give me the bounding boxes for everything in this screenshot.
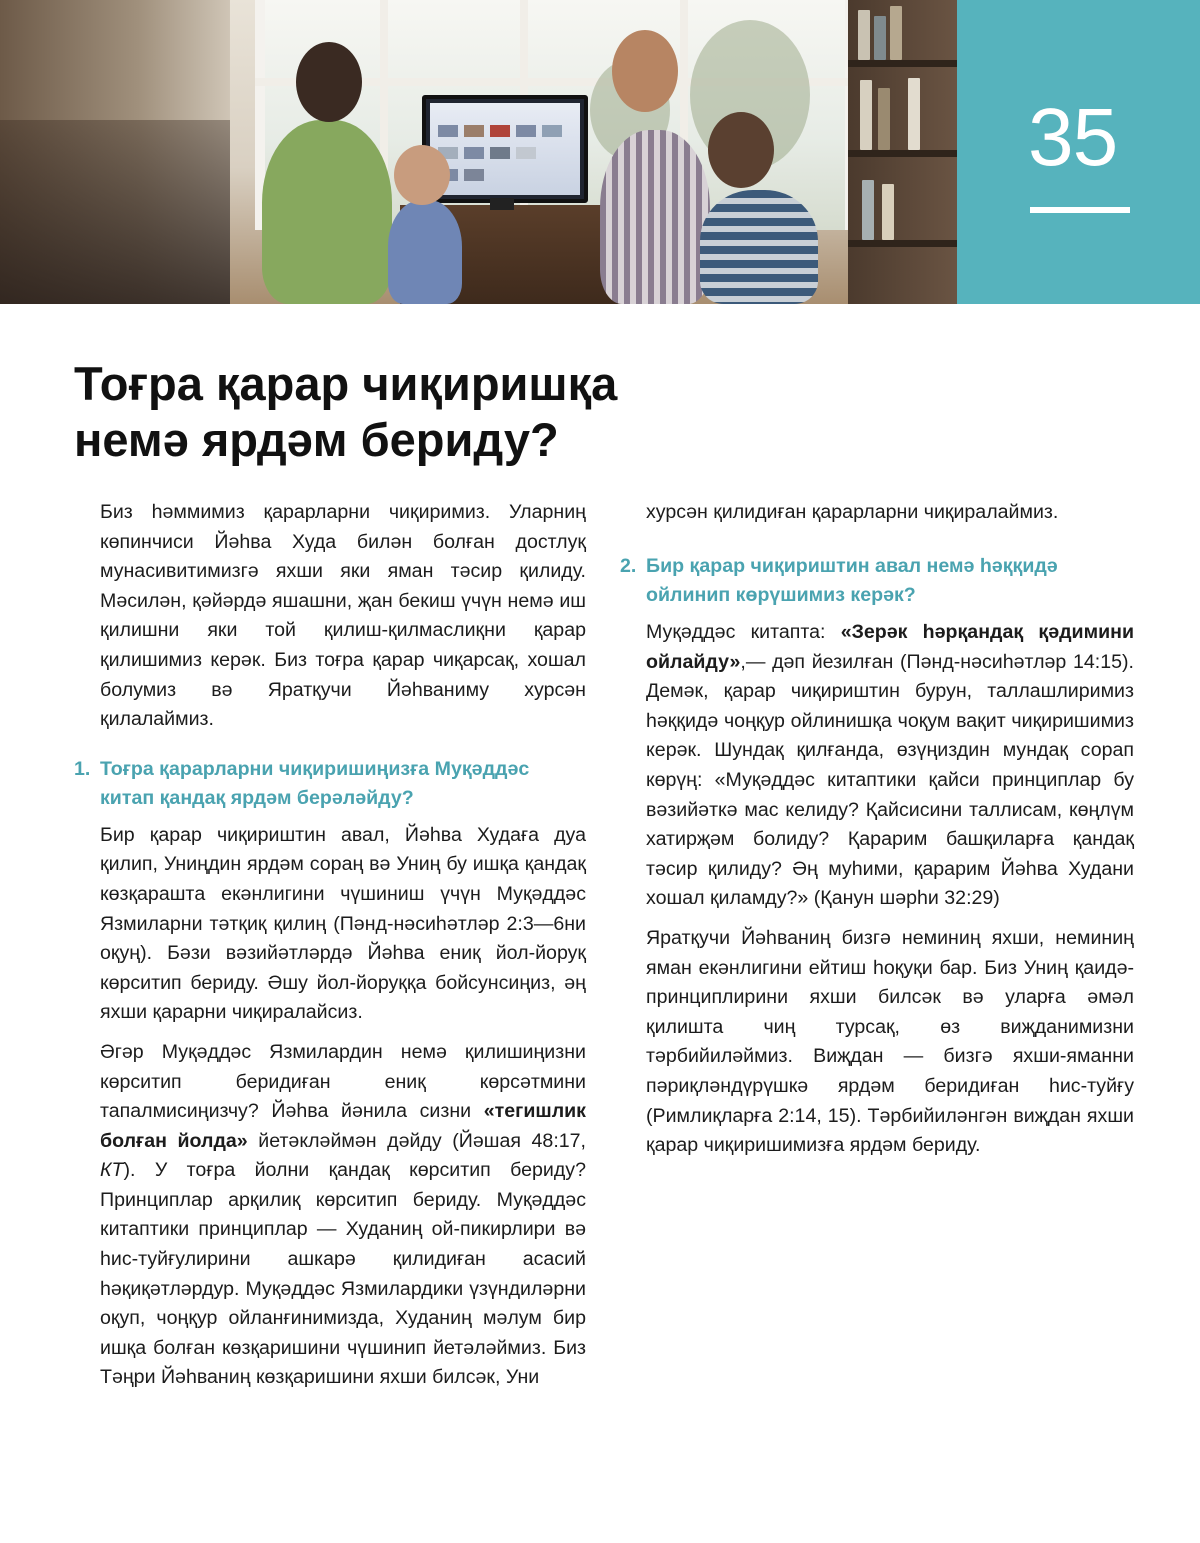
- father-figure: [600, 130, 710, 304]
- boy-figure: [700, 190, 818, 304]
- boy-head: [708, 112, 774, 188]
- scripture-quote: «тегишлик болған йолда»: [100, 1100, 586, 1152]
- text-run: йетәкләймән дәйду (Йәшая 48:17,: [247, 1129, 586, 1152]
- question-1: [74, 755, 586, 813]
- baby-head: [394, 145, 450, 205]
- section-1-paragraph-2-continued: хурсән қилидиған қарарларни чиқиралаймиз.: [646, 501, 1059, 523]
- father-head: [612, 30, 678, 112]
- lesson-number: 35: [1028, 92, 1118, 183]
- translation-abbrev: КТ: [100, 1159, 124, 1182]
- section-1-paragraph-1: Бир қарар чиқириштин авал, Йәһва Худаға дуа қилип, Униңдин ярдәм сораң вә Униң бу ишқа қандақ көзқараштa екәнлигини чүшиниш үчүн Муқәддәс Язмиларни тәтқиқ қилиң (Пәнд-нәсиһәтләр 2:3—6ни оқуң). Бәзи вәзийәтләрдә Йәһва ениқ йол-йоруқ көрситип бериду. Әшу йол-йоруққа бойсунсиңиз, әң яхши қарарни чиқиралайсиз.: [100, 823, 586, 1024]
- blurred-foreground: [0, 120, 230, 304]
- family-at-computer-photo: [0, 0, 957, 304]
- right-column-section-2: [620, 552, 1134, 1171]
- left-column: [74, 498, 586, 1403]
- mother-head: [296, 42, 362, 122]
- text-run: ,— дәп йезилған (Пәнд-нәсиһәтләр 14:15). Демәк, қарар чиқириштин бурун, таллашлиримиз һәққидә чоңқур ойлинишқа чоқум вақит чиқиришимиз керәк. Шундақ қилғанда, өзүңиздин мундақ сорап көрүң: «Муқәддәс китаптики қайси принциплар бу вәзийәткә мас келиду? Қайсисини таллисам, көңлүм хатирҗәм болиду? Қарарим башқиларға қандақ тәсир қилиду? Әң муһими, қарарим Йәһва Худани хошал қиламду?» (Қанун шәрһи 32:29): [646, 650, 1134, 910]
- bookshelf: [848, 0, 957, 304]
- monitor-stand: [490, 198, 514, 210]
- section-2-paragraph-2: Яратқучи Йәһваниң бизгә неминиң яхши, неминиң яман екәнлигини ейтиш һоқуқи бар. Биз Униң қаидә-принциплирини яхши билсәк вә уларға әмәл қилишта чиң турсақ, өз виҗданимизни тәрбийиләймиз. Виҗдан — бизгә яхши-яманни пәриқләндүрүшкә ярдәм беридиған һис-туйғу (Римлиқларға 2:14, 15). Тәрбийиләнгән виҗдан яхши қарар чиқиришимизға ярдәм бериду.: [646, 926, 1134, 1157]
- title-line-2: немә ярдәм бериду?: [74, 413, 559, 466]
- section-2-paragraph-1: [646, 618, 1134, 914]
- title-line-1: Тоғра қарар чиқиришқа: [74, 357, 618, 410]
- text-run: Муқәддәс китапта:: [646, 621, 841, 643]
- scripture-quote: «Зерәк һәрқандақ қәдимини ойлайду»: [646, 621, 1134, 673]
- mother-figure: [262, 120, 392, 304]
- question-1-text: Тоғра қарарларни чиқиришиңизға Муқәддәс китап қандақ ярдәм берәләйду?: [100, 757, 530, 809]
- text-run: ). У тоғра йолни қандақ көрситип бериду? Принциплар арқилиқ көрситип бериду. Муқәддәс китаптики принциплар — Худаниң ой-пикирлири вә һис-туйғулирини ашкарә қилидиған асасий һәқиқәтләрдур. Муқәддәс Язмилардики үзүндиләрни оқуп, чоңқур ойланғинимизда, Худаниң мәлум бир ишқа болған көзқаришини чүшинип йетәләймиз. Биз Тәңри Йәһваниң көзқаришини яхши билсәк, Уни: [100, 1159, 586, 1389]
- lesson-number-underline: [1030, 207, 1130, 213]
- text-run: Әгәр Муқәддәс Язмилардин немә қилишиңизни көрситип беридиған ениқ көрсәтмини тапалмисиңизчу? Йәһва йәнила сизни: [100, 1040, 586, 1123]
- right-column: [646, 498, 1134, 538]
- section-1-paragraph-2: [100, 1038, 586, 1393]
- intro-paragraph: Биз һәммимиз қарарларни чиқиримиз. Уларниң көпинчиси Йәһва Худа билән болған достлуқ мунасивитимизгә яхши яки яман тәсир қилиду. Мәсилән, қәйәрдә яшашни, җан бекиш үчүн немә иш қилишни яки той қилиш-қилмаслиқни қарар қилишимиз керәк. Биз тоғра қарар чиқарсақ, хошал болумиз вә Яратқучи Йәһваниму хурсән қилалаймиз.: [100, 501, 586, 731]
- question-2-text: Бир қарар чиқириштин авал немә һәққидә ойлинип көрүшимиз керәк?: [646, 555, 1058, 606]
- question-2: [620, 552, 1134, 610]
- baby-figure: [388, 200, 462, 304]
- question-2-number: 2.: [620, 555, 637, 577]
- page-title: [74, 356, 974, 468]
- question-1-number: 1.: [74, 757, 91, 780]
